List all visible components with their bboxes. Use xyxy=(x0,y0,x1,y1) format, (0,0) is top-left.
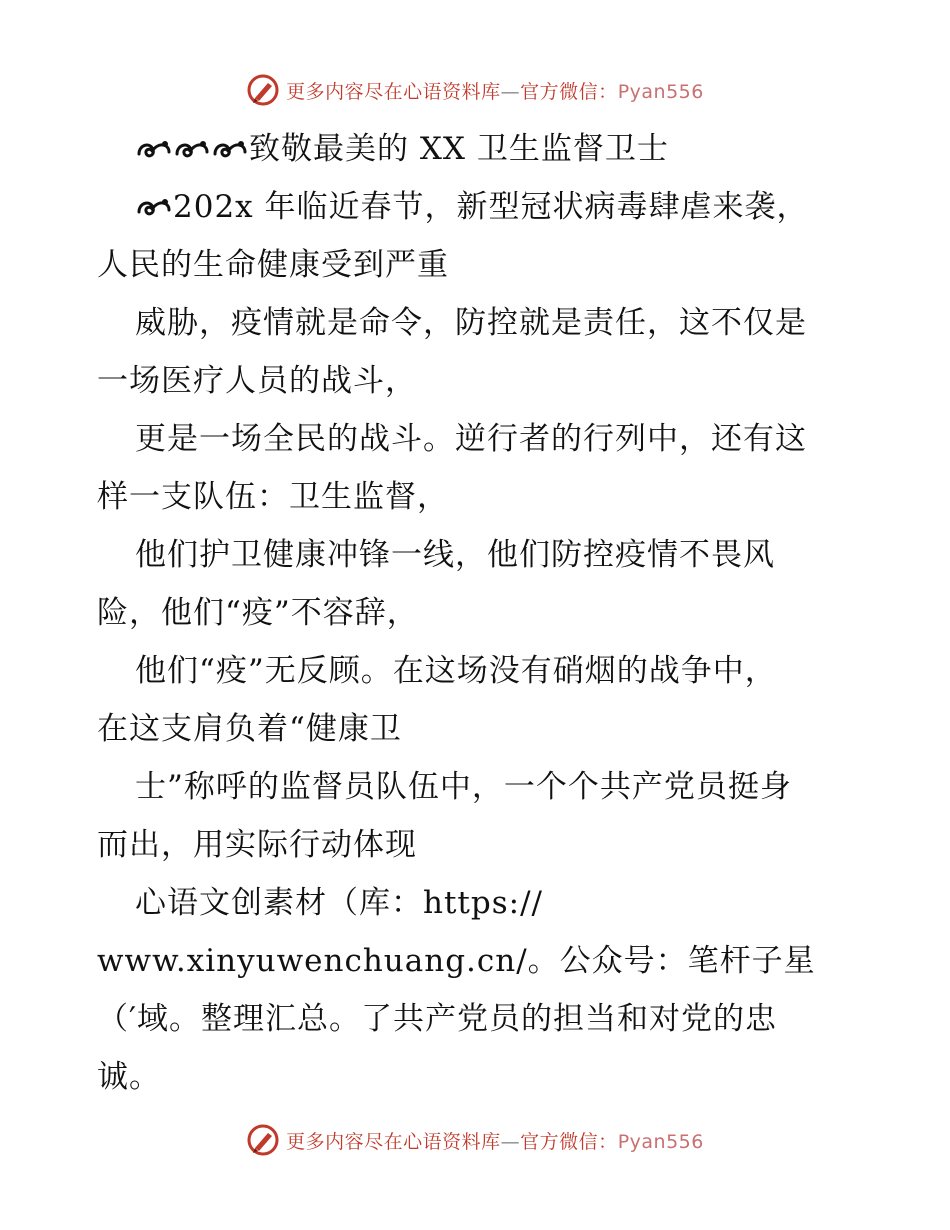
paragraph-line: （′域。整理汇总。了共产党员的担当和对党的忠 xyxy=(97,1001,778,1037)
banner-main-text: 更多内容尽在心语资料库 xyxy=(286,1130,501,1153)
paragraph-line: www.xinyuwenchuang.cn/。公众号：笔杆子星 xyxy=(97,943,816,979)
paragraph-line: 险，他们“疫”不容辞， xyxy=(97,595,419,631)
paragraph-line: 一场医疗人员的战斗， xyxy=(97,363,417,399)
footer-banner xyxy=(0,1120,950,1160)
banner-dash: — xyxy=(500,80,521,103)
paragraph-line: 人民的生命健康受到严重 xyxy=(97,247,449,283)
banner-account: Pyan556 xyxy=(617,80,704,103)
pen-in-circle-logo-icon xyxy=(246,73,280,107)
banner-official-text: 官方微信： xyxy=(520,1130,618,1153)
banner-main-text: 更多内容尽在心语资料库 xyxy=(286,80,501,103)
banner-official-text: 官方微信： xyxy=(520,80,618,103)
paragraph-line: 心语文创素材（库：https:// xyxy=(135,885,543,921)
swirl-ornament-icon xyxy=(135,192,173,222)
paragraph-line xyxy=(97,178,857,236)
paragraph-line: 他们护卫健康冲锋一线，他们防控疫情不畏风 xyxy=(135,537,775,573)
pen-in-circle-logo-icon xyxy=(246,1123,280,1157)
article-title: 致敬最美的 XX 卫生监督卫士 xyxy=(249,131,669,167)
article-body xyxy=(97,120,857,1106)
banner-dash: — xyxy=(500,1130,521,1153)
swirl-ornament-icon xyxy=(211,134,249,164)
paragraph-line: 威胁，疫情就是命令，防控就是责任，这不仅是 xyxy=(135,305,807,341)
swirl-ornament-icon xyxy=(173,134,211,164)
header-banner xyxy=(0,70,950,110)
paragraph-text: 202x 年临近春节，新型冠状病毒肆虐来袭， xyxy=(173,189,809,225)
paragraph-line: 更是一场全民的战斗。逆行者的行列中，还有这 xyxy=(135,421,807,457)
banner-account: Pyan556 xyxy=(617,1130,704,1153)
paragraph-line: 而出，用实际行动体现 xyxy=(97,827,417,863)
paragraph-line: 他们“疫”无反顾。在这场没有硝烟的战争中， xyxy=(135,653,777,689)
paragraph-line: 诚。 xyxy=(97,1059,161,1095)
article-title-row xyxy=(97,120,857,178)
paragraph-line: 在这支肩负着“健康卫 xyxy=(97,711,402,747)
paragraph-line: 样一支队伍：卫生监督， xyxy=(97,479,449,515)
swirl-ornament-icon xyxy=(135,134,173,164)
paragraph-line: 士”称呼的监督员队伍中，一个个共产党员挺身 xyxy=(135,769,792,805)
